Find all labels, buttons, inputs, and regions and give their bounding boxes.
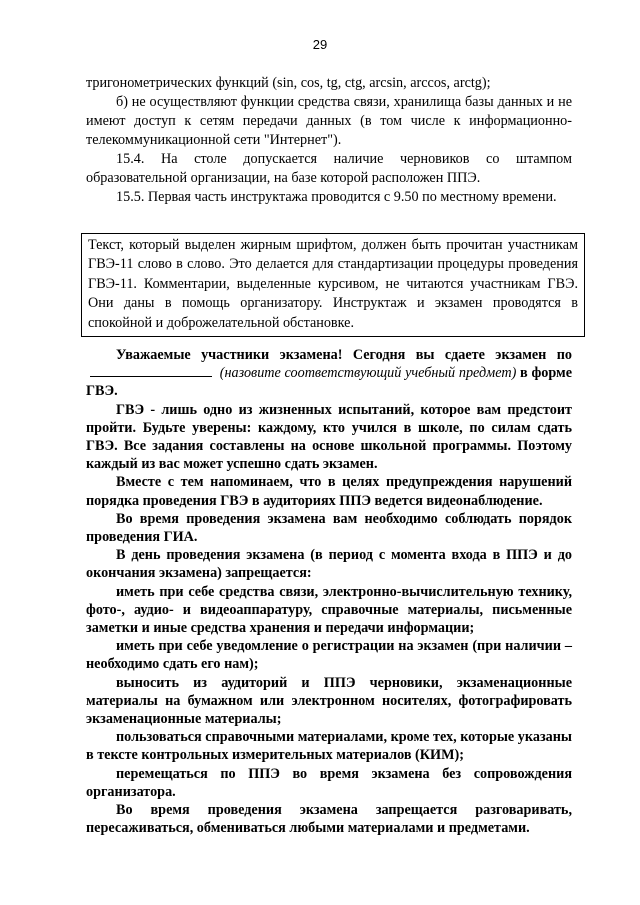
- paragraph-device-restrictions: б) не осуществляют функции средства связи, хранилища базы данных и не имеют доступ к сетям передачи данных (в том числе к информационно-телекоммуникационной сети "Интернет").: [86, 94, 572, 148]
- forbidden-item-moving: перемещаться по ППЭ во время экзамена без сопровождения организатора.: [86, 765, 572, 800]
- forbidden-item-devices: иметь при себе средства связи, электронно-вычислительную технику, фото-, аудио- и видеоаппаратуру, справочные материалы, письменные заметки и иные средства хранения и передачи информации;: [86, 583, 572, 637]
- intro-section: [86, 74, 572, 207]
- instructions-section: [86, 346, 572, 837]
- paragraph-video: Вместе с тем напоминаем, что в целях предупреждения нарушений порядка проведения ГВЭ в аудиториях ППЭ ведется видеонаблюдение.: [86, 474, 572, 509]
- paragraph-trig-functions: тригонометрических функций (sin, cos, tg, ctg, arcsin, arccos, arctg);: [86, 75, 491, 91]
- subject-blank-line: [90, 364, 212, 377]
- organizer-notice-box: [81, 233, 585, 337]
- greeting-form: в форме ГВЭ.: [86, 365, 572, 400]
- paragraph-briefing-time: 15.5. Первая часть инструктажа проводится с 9.50 по местному времени.: [116, 189, 557, 205]
- forbidden-item-notification: иметь при себе уведомление о регистрации на экзамен (при наличии – необходимо сдать его нам);: [86, 638, 572, 673]
- paragraph-drafts: 15.4. На столе допускается наличие черновиков со штампом образовательной организации, на базе которой расположен ППЭ.: [86, 151, 572, 186]
- forbidden-item-references: пользоваться справочными материалами, кроме тех, которые указаны в тексте контрольных измерительных материалов (КИМ);: [86, 729, 572, 764]
- forbidden-item-materials: выносить из аудиторий и ППЭ черновики, экзаменационные материалы на бумажном или электронном носителях, фотографировать экзаменационные материалы;: [86, 674, 572, 728]
- page-number: 29: [312, 37, 328, 52]
- paragraph-forbidden-intro: В день проведения экзамена (в период с момента входа в ППЭ и до окончания экзамена) запрещается:: [86, 547, 572, 582]
- subject-hint: (назовите соответствующий учебный предмет): [219, 365, 517, 382]
- paragraph-gve: ГВЭ - лишь одно из жизненных испытаний, которое вам предстоит пройти. Будьте уверены: каждому, кто учился в школе, по силам сдать ГВЭ. Все задания составлены на основе школьной программы. Поэтому каждый из вас может успешно сдать экзамен.: [86, 401, 572, 473]
- greeting-paragraph: [86, 346, 572, 401]
- paragraph-final: Во время проведения экзамена запрещается разговаривать, пересаживаться, обмениваться любыми материалами и предметами.: [86, 802, 572, 837]
- greeting-text: Уважаемые участники экзамена! Сегодня вы сдаете экзамен по: [116, 347, 572, 363]
- paragraph-order: Во время проведения экзамена вам необходимо соблюдать порядок проведения ГИА.: [86, 510, 572, 546]
- organizer-notice-text: Текст, который выделен жирным шрифтом, должен быть прочитан участникам ГВЭ-11 слово в слово. Это делается для стандартизации процедуры проведения ГВЭ-11. Комментарии, выделенные курсивом, не читаются участникам ГВЭ. Они даны в помощь организатору. Инструктаж и экзамен проводятся в спокойной и доброжелательной обстановке.: [88, 237, 578, 331]
